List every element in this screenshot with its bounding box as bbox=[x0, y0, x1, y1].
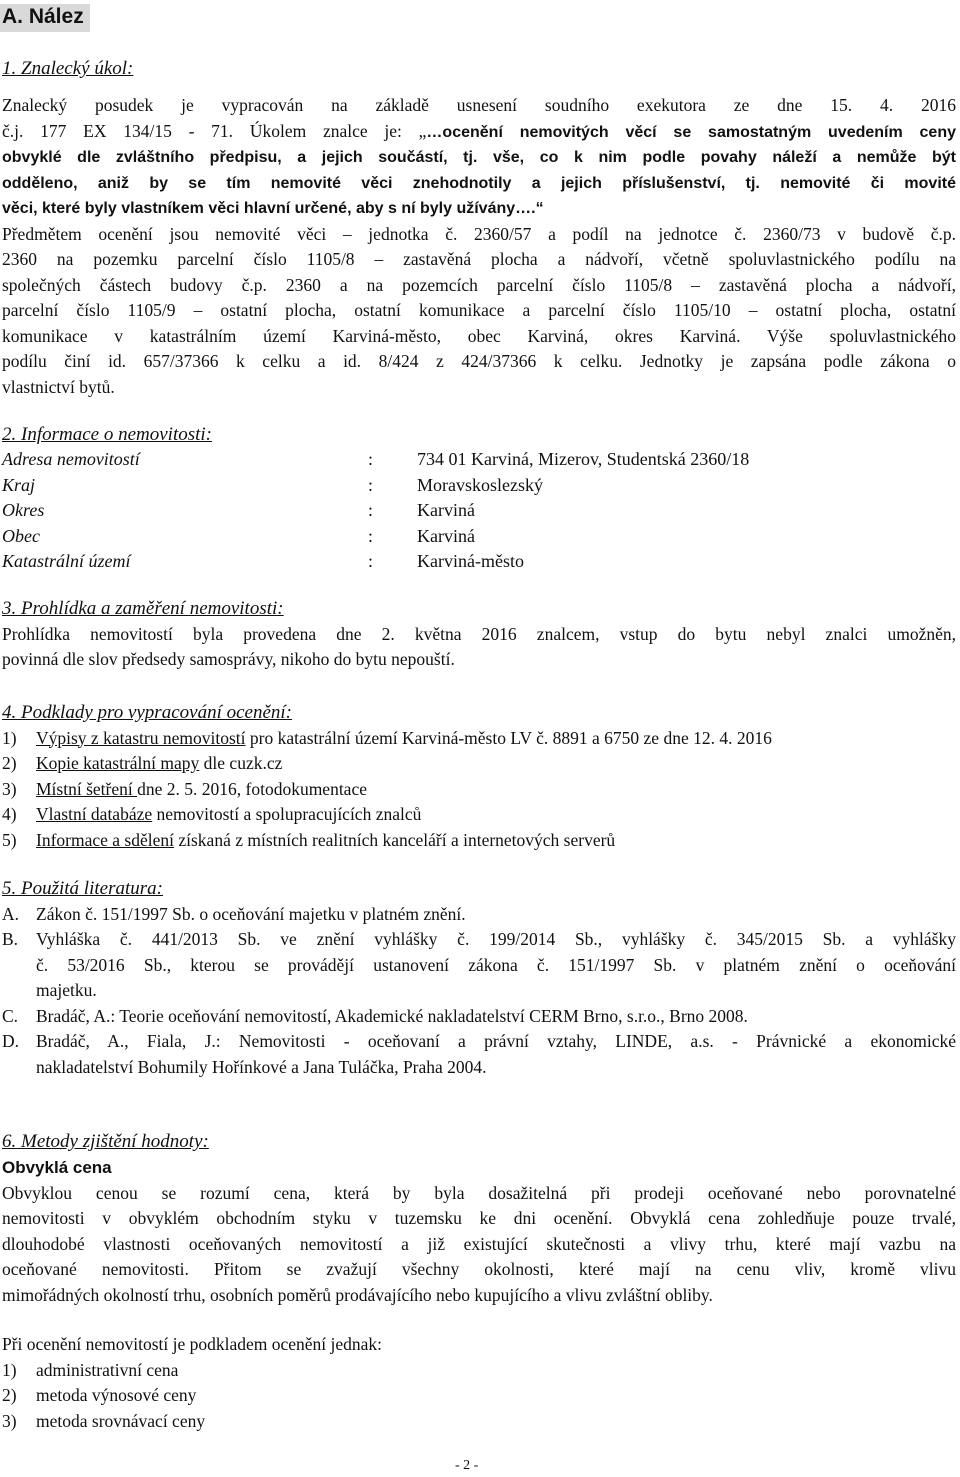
s6-line: dlouhodobé vlastnosti oceňovaných nemovitostí a již existující skutečnosti a vlivy trhu, které mají vazbu na bbox=[2, 1233, 956, 1254]
item-number: 3) bbox=[2, 778, 17, 799]
s1-line-bold: obvyklé dle zvláštního předpisu, a jejich součástí, tj. vše, co k nim podle povahy náleží a nemůže být bbox=[2, 149, 956, 166]
item-text: metoda srovnávací ceny bbox=[36, 1410, 206, 1431]
item-text: č. 53/2016 Sb., kterou se provádějí ustanovení zákona č. 151/1997 Sb. v platném znění o oceňování bbox=[36, 954, 956, 975]
s3-line: povinná dle slov předsedy samosprávy, nikoho do bytu nepouští. bbox=[2, 649, 455, 669]
s6-line: oceňované nemovitosti. Přitom se zvažují všechny okolnosti, které mají na cenu vliv, kromě vlivu bbox=[2, 1259, 956, 1279]
item-underlined: Kopie katastrální mapy bbox=[36, 753, 200, 773]
info-value: 734 01 Karviná, Mizerov, Studentská 2360/18 bbox=[417, 449, 750, 469]
item-number: 2) bbox=[2, 1385, 17, 1405]
item-number: 2) bbox=[2, 753, 17, 773]
item-text: pro katastrální území Karviná-město LV č. 8891 a 6750 ze dne 12. 4. 2016 bbox=[245, 727, 772, 748]
info-label: Kraj bbox=[2, 475, 36, 495]
item-number: 3) bbox=[2, 1410, 17, 1431]
method-item bbox=[2, 1358, 956, 1384]
methods-block bbox=[2, 1332, 956, 1434]
literature-item bbox=[2, 902, 956, 928]
source-item bbox=[2, 726, 956, 752]
source-item bbox=[2, 751, 956, 777]
s1-line bbox=[2, 119, 956, 146]
section-2-heading: 2. Informace o nemovitosti: bbox=[2, 424, 213, 445]
s1-line: vlastnictví bytů. bbox=[2, 376, 115, 397]
section-3-heading: 3. Prohlídka a zaměření nemovitosti: bbox=[2, 598, 284, 619]
info-label: Adresa nemovitostí bbox=[2, 449, 140, 469]
methods-intro: Při ocenění nemovitostí je podkladem ocenění jednak: bbox=[2, 1334, 383, 1354]
section-6-heading: 6. Metody zjištění hodnoty: bbox=[2, 1131, 209, 1152]
item-text: Bradáč, A., Fiala, J.: Nemovitosti - oceňovaní a právní vztahy, LINDE, a.s. - Právnické a ekonomické bbox=[36, 1031, 956, 1051]
item-underlined: Vlastní databáze bbox=[36, 804, 153, 824]
item-text: nakladatelství Bohumily Hořínkové a Jana Tuláčka, Praha 2004. bbox=[36, 1056, 487, 1077]
literature-item bbox=[2, 1029, 956, 1055]
section-title-bar bbox=[0, 4, 90, 32]
section-1-body bbox=[2, 93, 956, 400]
literature-item-cont bbox=[2, 978, 956, 1004]
item-letter: D. bbox=[2, 1031, 20, 1051]
info-value: Moravskoslezský bbox=[417, 475, 543, 495]
literature-item-cont bbox=[2, 953, 956, 979]
s1-line-bold: věci, které byly vlastníkem věci hlavní určené, aby s ní byly užívány….“ bbox=[2, 200, 544, 217]
s1-line: podílu činí id. 657/37366 k celku a id. 8/424 z 424/37366 k celku. Jednotky je zapsána podle zákona o bbox=[2, 351, 956, 371]
item-text: dne 2. 5. 2016, fotodokumentace bbox=[137, 778, 367, 799]
section-title: A. Nález bbox=[2, 5, 84, 28]
literature-item bbox=[2, 927, 956, 953]
item-number: 5) bbox=[2, 829, 17, 850]
section-5-heading: 5. Použitá literatura: bbox=[2, 878, 163, 899]
s3-line: Prohlídka nemovitostí byla provedena dne 2. května 2016 znalcem, vstup do bytu nebyl znalci umožněn, bbox=[2, 623, 956, 644]
literature-item-cont bbox=[2, 1055, 956, 1081]
info-label: Obec bbox=[2, 526, 40, 546]
section-1-heading: 1. Znalecký úkol: bbox=[2, 58, 134, 79]
page-number: - 2 - bbox=[455, 1458, 479, 1473]
info-value: Karviná bbox=[417, 526, 475, 546]
s6-line: Obvyklou cenou se rozumí cena, která by byla dosažitelná při prodeji oceňované nebo porovnatelné bbox=[2, 1182, 956, 1203]
item-underlined: Místní šetření bbox=[36, 778, 138, 799]
method-item bbox=[2, 1409, 956, 1435]
section-4 bbox=[2, 700, 956, 853]
s1-line: Znalecký posudek je vypracován na základě usnesení soudního exekutora ze dne 15. 4. 2016 bbox=[2, 95, 956, 115]
s1-line-part: č.j. 177 EX 134/15 - 71. Úkolem znalce je: „ bbox=[2, 120, 427, 141]
item-text: Bradáč, A.: Teorie oceňování nemovitostí, Akademické nakladatelství CERM Brno, s.r.o., Brno 2008. bbox=[36, 1005, 748, 1026]
s6-line: mimořádných okolností trhu, osobních poměrů prodávajícího nebo kupujícího a vlivu zvláštní obliby. bbox=[2, 1284, 713, 1305]
section-6 bbox=[2, 1129, 956, 1155]
item-number: 1) bbox=[2, 1359, 17, 1380]
info-value: Karviná bbox=[417, 500, 475, 520]
item-text: získaná z místních realitních kanceláří a internetových serverů bbox=[173, 829, 616, 850]
info-sep: : bbox=[368, 449, 374, 469]
item-text: Zákon č. 151/1997 Sb. o oceňování majetku v platném znění. bbox=[36, 903, 466, 924]
s6-line: nemovitosti v obvyklém obchodním styku v tuzemsku ke dni ocenění. Obvyklá cena zohledňuje pouze trvalé, bbox=[2, 1208, 956, 1228]
subheading: Obvyklá cena bbox=[2, 1158, 112, 1177]
info-sep: : bbox=[368, 475, 374, 495]
info-label: Okres bbox=[2, 500, 45, 520]
info-label: Katastrální území bbox=[2, 551, 131, 571]
item-underlined: Informace a sdělení bbox=[36, 829, 174, 850]
source-item bbox=[2, 802, 956, 828]
section-1 bbox=[2, 56, 956, 82]
item-letter: C. bbox=[2, 1005, 19, 1026]
item-letter: B. bbox=[2, 929, 19, 949]
s1-line-bold: …ocenění nemovitých věcí se samostatným uvedením ceny bbox=[426, 123, 957, 141]
s1-line: 2360 na pozemku parcelní číslo 1105/8 – zastavěná plocha a nádvoří, včetně spoluvlastnického podílu na bbox=[2, 249, 956, 269]
item-number: 1) bbox=[2, 727, 17, 748]
item-letter: A. bbox=[2, 903, 20, 924]
literature-item bbox=[2, 1004, 956, 1030]
source-item bbox=[2, 777, 956, 803]
info-sep: : bbox=[368, 500, 374, 520]
item-number: 4) bbox=[2, 804, 17, 824]
section-5 bbox=[2, 876, 956, 1080]
item-text: nemovitostí a spolupracujících znalců bbox=[152, 804, 422, 824]
section-2 bbox=[2, 422, 956, 448]
item-text: majetku. bbox=[36, 980, 97, 1000]
item-underlined: Výpisy z katastru nemovitostí bbox=[36, 727, 246, 748]
s1-line: parcelní číslo 1105/9 – ostatní plocha, ostatní komunikace a parcelní číslo 1105/10 – ostatní plocha, ostatní bbox=[2, 300, 956, 320]
s1-line: Předmětem ocenění jsou nemovité věci – jednotka č. 2360/57 a podíl na jednotce č. 2360/73 v budově č.p. bbox=[2, 223, 956, 244]
section-3 bbox=[2, 596, 956, 673]
s1-line-bold: odděleno, aniž by se tím nemovité věci znehodnotily a jejich příslušenství, tj. nemovité či movité bbox=[2, 174, 956, 192]
item-text: dle cuzk.cz bbox=[199, 753, 283, 773]
item-text: administrativní cena bbox=[36, 1359, 179, 1380]
item-text: metoda výnosové ceny bbox=[36, 1385, 197, 1405]
info-sep: : bbox=[368, 551, 374, 571]
info-value: Karviná-město bbox=[417, 551, 524, 571]
info-sep: : bbox=[368, 526, 374, 546]
source-item bbox=[2, 828, 956, 854]
s1-line: společných částech budovy č.p. 2360 a na pozemcích parcelní číslo 1105/8 – zastavěná plocha a nádvoří, bbox=[2, 274, 956, 295]
section-6-body bbox=[2, 1155, 956, 1308]
section-4-heading: 4. Podklady pro vypracování ocenění: bbox=[2, 702, 293, 723]
item-text: Vyhláška č. 441/2013 Sb. ve znění vyhlášky č. 199/2014 Sb., vyhlášky č. 345/2015 Sb. a vyhlášky bbox=[36, 929, 956, 949]
property-info-table bbox=[2, 447, 956, 577]
method-item bbox=[2, 1383, 956, 1409]
s1-line: komunikace v katastrálním území Karviná-město, obec Karviná, okres Karviná. Výše spoluvlastnického bbox=[2, 325, 956, 346]
